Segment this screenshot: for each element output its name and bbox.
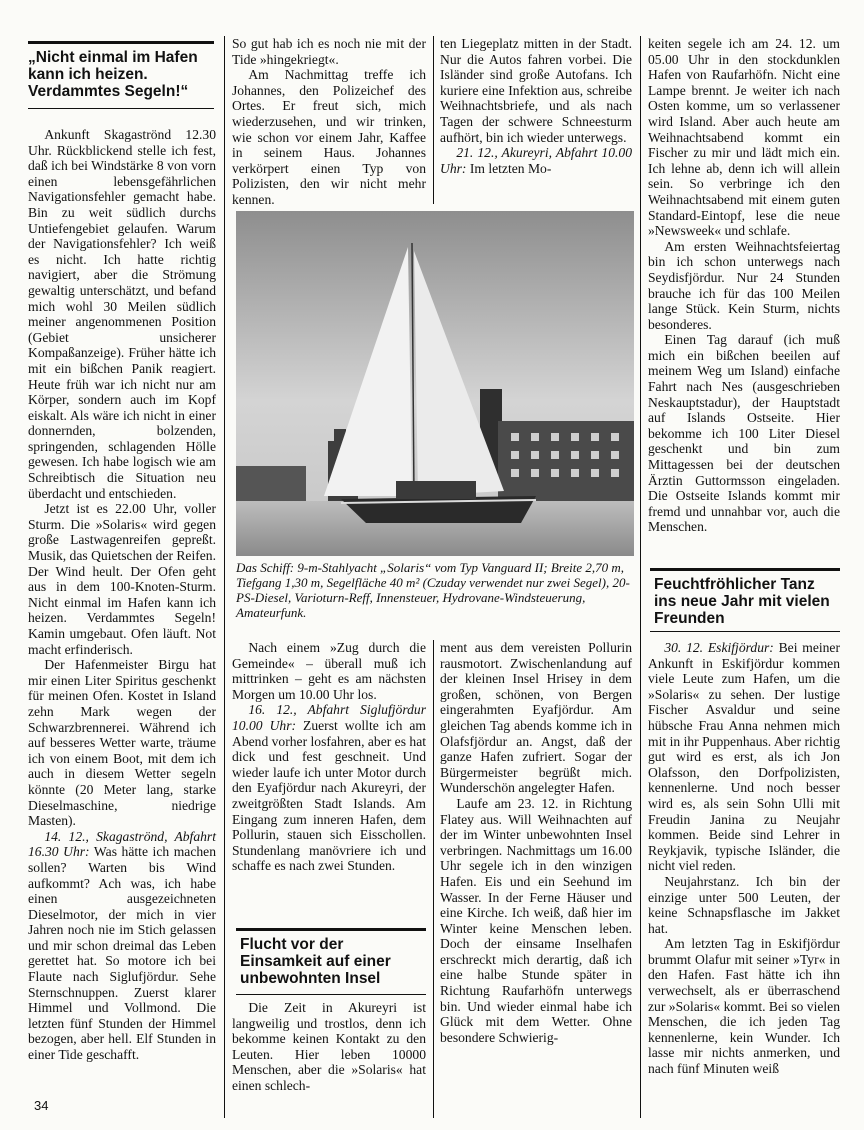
paragraph: Laufe am 23. 12. in Richtung Flatey aus. Will Weihnachten auf der im Winter unbewohnten Insel verbringen. Nachmittags um 16.00 Uhr segele ich in den winzigen Hafen. Eis und ein Seehund im Wasser. In der Ferne Häuser und eine Kirche. Ich weiß, daß hier im Winter keine Menschen leben. Doch der einsame Inselhafen erschreckt mich derartig, daß ich eine halbe Stunde später in Richtung Raufarhöfn unterwegs bin. Und wieder einmal habe ich Glück mit dem Wetter. Ohne besondere Schwierig-	[440, 795, 632, 1045]
dateline: 21. 12., Akureyri, Abfahrt 10.00 Uhr:	[440, 145, 632, 176]
paragraph: Am letzten Tag in Eskifjördur brummt Olafur mit seiner »Tyr« in den Hafen. Fast hätte ich ihn verwechselt, als er überraschend zur »Solaris« kommt. Bei so vielen Menschen, die ich jeden Tag kennenlerne, kein Wunder. Ich lasse mir nichts anmerken, und nach fünf Minuten weiß	[648, 936, 840, 1077]
headline-rule-bottom	[650, 631, 840, 632]
paragraph: Neujahrstanz. Ich bin der einzige unter 500 Leuten, der keine Schnapsflasche im Jakket hat.	[648, 873, 840, 936]
paragraph: Die Zeit in Akureyri ist langweilig und trostlos, denn ich bekomme keinen Kontakt zu den Leuten. Hier leben 10000 Menschen, aber die »Solaris« hat einen schlech-	[232, 1000, 426, 1093]
column-2-bottom	[232, 640, 426, 874]
headline-rule	[650, 568, 840, 571]
paragraph-text: Was hätte ich machen sollen? Warten bis Wind aufkommt? Ach was, ich habe einen ausgezeichneten Dieselmotor, der mich in vier Jahren noch nie im Stich gelassen und mir schon dreimal das Leben gerettet hat. So motore ich bei Flaute nach Siglufjördur. Sehe Sternschnuppen. Zuerst klarer Himmel und Vollmond. Die letzten fünf Stunden der Himmel bezogen, aber hell. Elf Stunden in einer Tide geschafft.	[28, 844, 216, 1063]
photo-caption: Das Schiff: 9-m-Stahlyacht „Solaris“ vom Typ Vanguard II; Breite 2,70 m, Tiefgang 1,30 m, Segelfläche 40 m² (Czuday verwendet nur zwei Segel), 20-PS-Diesel, Varioturn-Reff, Innensteuer, Hydrovane-Windsteuerung, Amateurfunk.	[236, 560, 630, 620]
paragraph-text: Im letzten Mo-	[466, 160, 552, 176]
headline-new-year: Feuchtfröhlicher Tanz ins neue Jahr mit vielen Freunden	[654, 576, 830, 627]
paragraph: Einen Tag darauf (ich muß mich ein bißchen beeilen auf meinem Weg um Island) einfache Fahrt nach Nes (ausgeschrieben Neskauptstadur), der Hauptstadt auf Islands Ostseite. Hier bekomme ich 100 Liter Diesel geschenkt und bin zum Mittagessen bei der deutschen Ärztin Guttormsson eingeladen. Die Ostseite Islands kommt mir fremd und unnahbar vor, auch die Menschen.	[648, 332, 840, 535]
paragraph: Am ersten Weihnachtsfeiertag bin ich schon unterwegs nach Seydisfjördur. Nur 24 Stunden brauche ich für das 100 Meilen lange Stück. Kein Sturm, nichts besonderes.	[648, 238, 840, 332]
paragraph: ten Liegeplatz mitten in der Stadt. Nur die Autos fahren vorbei. Die Isländer sind große Autofans. Ich kuriere eine Infektion aus, schreibe Weihnachtsbriefe, und als nach Tagen der schwere Schneesturm aufhört, bin ich wieder unterwegs.	[440, 36, 632, 145]
paragraph: Ankunft Skagaströnd 12.30 Uhr. Rückblickend stelle ich fest, daß ich bei Windstärke 8 von vorn einen lebensgefährlichen Navigationsfehler gemacht habe. Bin zu weit südlich durchs Untiefengebiet gelaufen. Warum der Navigationsfehler? Ich weiß es nicht. Ich hatte richtig navigiert, aber die Strömung gewaltig unterschätzt, und befand mich wohl 30 Meilen südlich meiner angenommenen Position (Gebiet unsicherer Kompaßanzeige). Früher hätte ich mit ein bißchen Panik reagiert. Heute früh war ich nicht nur am Körper, sondern auch im Kopf eiskalt. Als wäre ich nicht in einer donnernden, bolzenden, springenden, schlagenden Hölle gewesen. Ich habe logisch wie am Schreibtisch die Situation neu überdacht und entschieden.	[28, 127, 216, 501]
headline-island: Flucht vor der Einsamkeit auf einer unbewohnten Insel	[240, 936, 391, 987]
sailboat-image	[236, 211, 634, 556]
column-divider	[640, 36, 641, 1118]
paragraph: Nach einem »Zug durch die Gemeinde« – überall muß ich mittrinken – geht es am nächsten Morgen um 10.00 Uhr los.	[232, 640, 426, 702]
headline-rule	[236, 928, 426, 931]
paragraph	[232, 702, 426, 874]
sailboat-photo	[236, 211, 634, 556]
paragraph: Am Nachmittag treffe ich Johannes, den Polizeichef des Ortes. Er freut sich, mich wiederzusehen, und wir trinken, wie schon vor einem Jahr, Kaffee in seinem Haus. Johannes verkörpert einen Typ von Polizisten, den wir nicht mehr kennen.	[232, 67, 426, 207]
paragraph	[28, 829, 216, 1063]
paragraph: ment aus dem vereisten Pollurin rausmotort. Zwischenlandung auf der kleinen Insel Hrisey in dem großen, schönen, von Bergen eingerahmten Eyafjördur. Am gleichen Tag abends komme ich in Olafsfjördur an. Angst, daß der ganze Hafen zufriert. Sogar der Bürgermeister begrüßt mich. Wunderschön angelegter Hafen.	[440, 640, 632, 796]
column-divider	[224, 36, 225, 1118]
column-divider	[433, 36, 434, 204]
headline-rule	[28, 41, 214, 44]
paragraph	[440, 145, 632, 176]
dateline: 30. 12. Eskifjördur:	[664, 640, 774, 655]
headline-harbor: „Nicht einmal im Hafen kann ich heizen. Verdammtes Segeln!“	[28, 49, 198, 100]
column-4-bottom	[648, 640, 840, 1077]
column-4-top	[648, 36, 840, 535]
paragraph: Jetzt ist es 22.00 Uhr, voller Sturm. Die »Solaris« wird gegen große Lastwagenreifen gepreßt. Musik, das Quietschen der Reifen. Der Wind heult. Der Ofen geht aus in dem 100-Knoten-Sturm. Nicht einmal im Hafen kann ich heizen. Verdammtes Segeln! Kamin umgebaut. Ofen läuft. Not macht erfinderisch.	[28, 501, 217, 657]
paragraph-text: Bei meiner Ankunft in Eskifjördur kommen viele Leute zum Hafen, um die »Solaris« zu sehen. Der lustige Fischer Asvaldur und seine hübsche Frau Anna nehmen mich mit in ihr Puppenhaus. Aber richtig gut wird es erst, als ich Jon Olafsson, den Dorfpolizisten, kennenlerne. Und noch besser wird es, als sein Sohn Ulli mit Freudin Janina zu Neujahr kommen. Beide sind Lehrer in Reykjavik, typische Isländer, die nicht viel reden.	[648, 640, 840, 874]
column-1	[28, 127, 216, 1063]
column-2-top	[232, 36, 426, 208]
headline-rule-bottom	[28, 108, 214, 109]
page-number: 34	[34, 1098, 49, 1113]
paragraph: So gut hab ich es noch nie mit der Tide »hingekriegt«.	[232, 36, 426, 67]
paragraph-text: Zuerst wollte ich am Abend vorher losfahren, aber es hat dick und fest geschneit. Und wieder laufe ich unter Motor durch den Eyafjördur nach Akureyri, der zweitgrößten Stadt Islands. Am Eingang zum inneren Hafen, dem Pollurin, stauen sich Eisschollen. Stundenlang manövriere ich und schaffe es nach zwei Stunden.	[232, 717, 427, 874]
column-divider	[433, 640, 434, 1118]
column-2-bottom-continued	[232, 1000, 426, 1094]
paragraph: keiten segele ich am 24. 12. um 05.00 Uhr in den stockdunklen Hafen von Raufarhöfn. Nicht eine Lampe brennt. Je weiter ich nach Osten komme, um so verlassener wird Island. Aber auch heute am Weihnachtsabend kommt ein Fischer zu mir und lädt mich ein. Ich lehne ab, denn ich will allein sein. So verbringe ich den Weihnachtsabend mit einem guten Standard-Eintopf, lese die neue »Newsweek« und schlafe.	[648, 36, 840, 239]
column-3-bottom	[440, 640, 632, 1045]
dateline: 14. 12., Skagaströnd, Abfahrt 16.30 Uhr:	[28, 828, 216, 860]
headline-rule-bottom	[236, 994, 426, 995]
paragraph	[648, 640, 840, 874]
dateline: 16. 12., Abfahrt Siglufjördur 10.00 Uhr:	[232, 702, 426, 733]
column-3-top	[440, 36, 632, 176]
paragraph: Der Hafenmeister Birgu hat mir einen Liter Spiritus geschenkt für meinen Ofen. Kostet in Island zehn Mark wegen der Schwarzbrennerei. Während ich auf besseres Wetter warte, träume ich von einem Boot, mit dem ich auch in diesem Wetter segeln könnte (20 Meter lang, starke Dieselmaschine, niedrige Masten).	[28, 657, 216, 829]
